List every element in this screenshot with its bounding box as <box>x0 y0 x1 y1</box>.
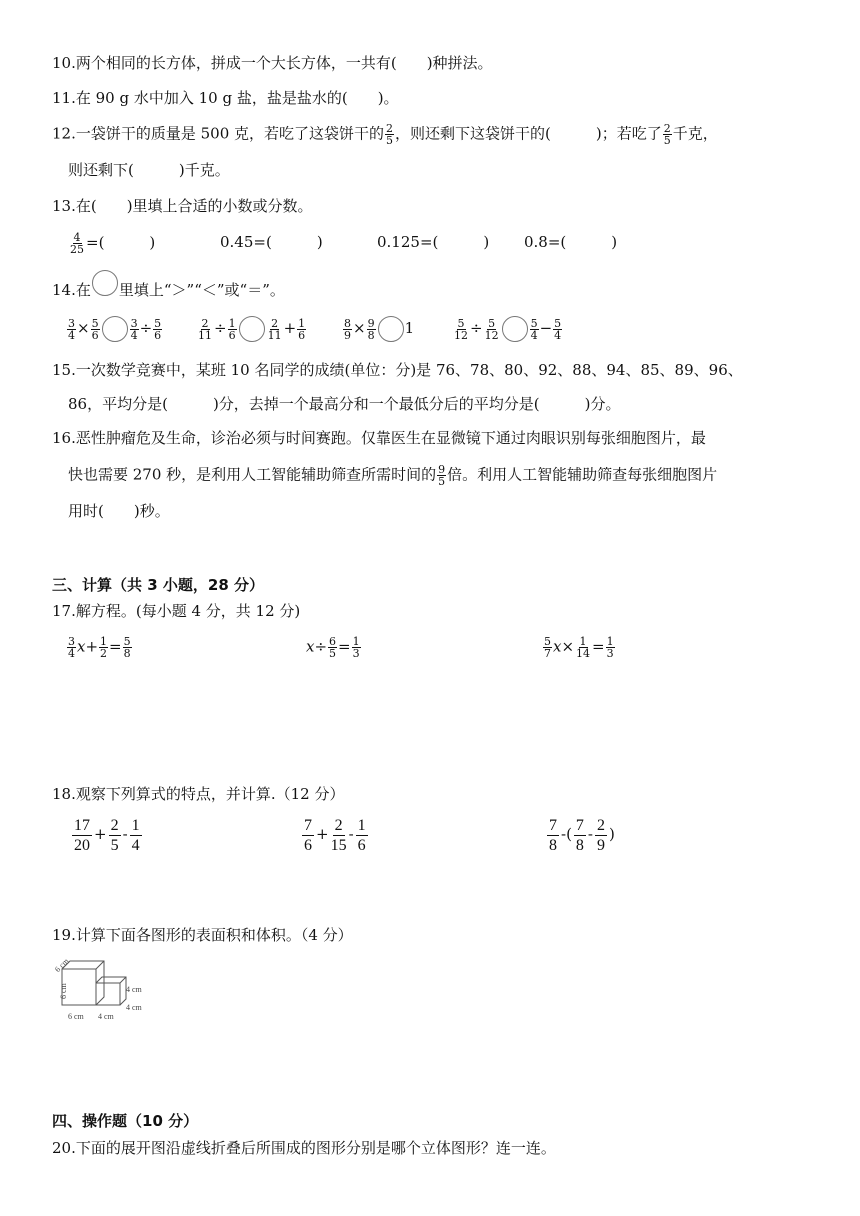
question-17: 17.解方程。(每小题 4 分，共 12 分) <box>52 602 301 620</box>
compare-circle-icon <box>92 270 118 296</box>
q12-text-a: 12.一袋饼干的质量是 500 克，若吃了这袋饼干的 <box>52 124 385 143</box>
cuboid-figure <box>48 955 158 1027</box>
section-3-heading: 三、计算（共 3 小题，28 分） <box>52 576 264 594</box>
q14-item-2: $\frac{2}{11}$ ÷ $\frac{1}{6}$ $\frac{2}{11}$ + $\frac{1}{6}$ <box>198 316 306 342</box>
dim-label-bottom1: 6 cm <box>68 1012 84 1021</box>
question-20: 20.下面的展开图沿虚线折叠后所围成的图形分别是哪个立体图形？连一连。 <box>52 1139 556 1157</box>
compare-circle-icon[interactable] <box>102 316 128 342</box>
q13-blank-1: =( ) <box>86 233 156 252</box>
compare-circle-icon[interactable] <box>378 316 404 342</box>
q17-equation-3: $\frac{5}{7}$ x× $\frac{1}{14}$ = $\frac{1}{3}$ <box>544 635 614 660</box>
question-10: 10.两个相同的长方体，拼成一个大长方体，一共有( )种拼法。 <box>52 54 493 72</box>
q13-item-1 <box>68 232 155 255</box>
q13-item-3: 0.125=( ) <box>377 233 490 251</box>
q18-expression-1: $\frac{17}{20}$ + $\frac{2}{5}$ - $\frac{1}{4}$ <box>74 816 140 854</box>
question-13: 13.在( )里填上合适的小数或分数。 <box>52 197 313 215</box>
q14-item-4: $\frac{5}{12}$ ÷ $\frac{5}{12}$ $\frac{5}{4}$ − $\frac{5}{4}$ <box>454 316 562 342</box>
dim-label-left: 6 cm <box>59 983 68 999</box>
dim-label-right1: 4 cm <box>126 985 142 994</box>
compare-circle-icon[interactable] <box>502 316 528 342</box>
dim-label-right2: 4 cm <box>126 1003 142 1012</box>
q18-expression-2: $\frac{7}{6}$ + $\frac{2}{15}$ - $\frac{1}{6}$ <box>304 816 366 854</box>
question-15: 15.一次数学竞赛中，某班 10 名同学的成绩(单位：分)是 76、78、80、92、88、94、85、89、96、 <box>52 361 743 379</box>
question-18: 18.观察下列算式的特点，并计算.（12 分） <box>52 785 345 803</box>
q14-text-b: 里填上“＞”“＜”或“＝”。 <box>118 281 285 299</box>
q18-expression-3: $\frac{7}{8}$ -( $\frac{7}{8}$ - $\frac{2}{9}$ ) <box>549 816 615 854</box>
q17-equation-1: $\frac{3}{4}$ x+ $\frac{1}{2}$ = $\frac{5}{8}$ <box>68 635 131 660</box>
dim-label-top: 6 cm <box>53 956 71 975</box>
q13-item-4: 0.8=( ) <box>524 233 618 251</box>
question-11: 11.在 90 g 水中加入 10 g 盐，盐是盐水的( )。 <box>52 89 399 107</box>
q14-text-a: 14.在 <box>52 281 91 299</box>
question-15-line2: 86，平均分是( )分，去掉一个最高分和一个最低分后的平均分是( )分。 <box>68 395 621 413</box>
q14-item-3: $\frac{8}{9}$ × $\frac{9}{8}$ 1 <box>344 316 415 342</box>
q12-text-b: ，则还剩下这袋饼干的( )；若吃了 <box>395 124 662 143</box>
compare-circle-icon[interactable] <box>239 316 265 342</box>
q13-item-2: 0.45=( ) <box>220 233 323 251</box>
question-16: 16.恶性肿瘤危及生命，诊治必须与时间赛跑。仅靠医生在显微镜下通过肉眼识别每张细胞图片，最 <box>52 429 706 447</box>
fraction: $\frac{2}{5}$ <box>386 122 394 147</box>
question-16-line3: 用时( )秒。 <box>68 502 170 520</box>
question-12-line2: 则还剩下( )千克。 <box>68 161 230 179</box>
dim-label-bottom2: 4 cm <box>98 1012 114 1021</box>
question-19: 19.计算下面各图形的表面积和体积。（4 分） <box>52 926 353 944</box>
section-4-heading: 四、操作题（10 分） <box>52 1112 199 1130</box>
question-12 <box>52 123 718 146</box>
q12-text-c: 千克， <box>672 124 718 143</box>
q17-equation-2: x÷ $\frac{6}{5}$ = $\frac{1}{3}$ <box>306 635 360 660</box>
q14-item-1: $\frac{3}{4}$ × $\frac{5}{6}$ $\frac{3}{4}$ ÷ $\frac{5}{6}$ <box>68 316 162 342</box>
fraction: $\frac{4}{25}$ <box>70 231 84 256</box>
question-14 <box>52 278 285 304</box>
question-16-line2: 快也需要 270 秒，是利用人工智能辅助筛查所需时间的 $\frac{9}{5}$ 倍。利用人工智能辅助筛查每张细胞图片 <box>68 463 718 488</box>
fraction: $\frac{2}{5}$ <box>663 122 671 147</box>
